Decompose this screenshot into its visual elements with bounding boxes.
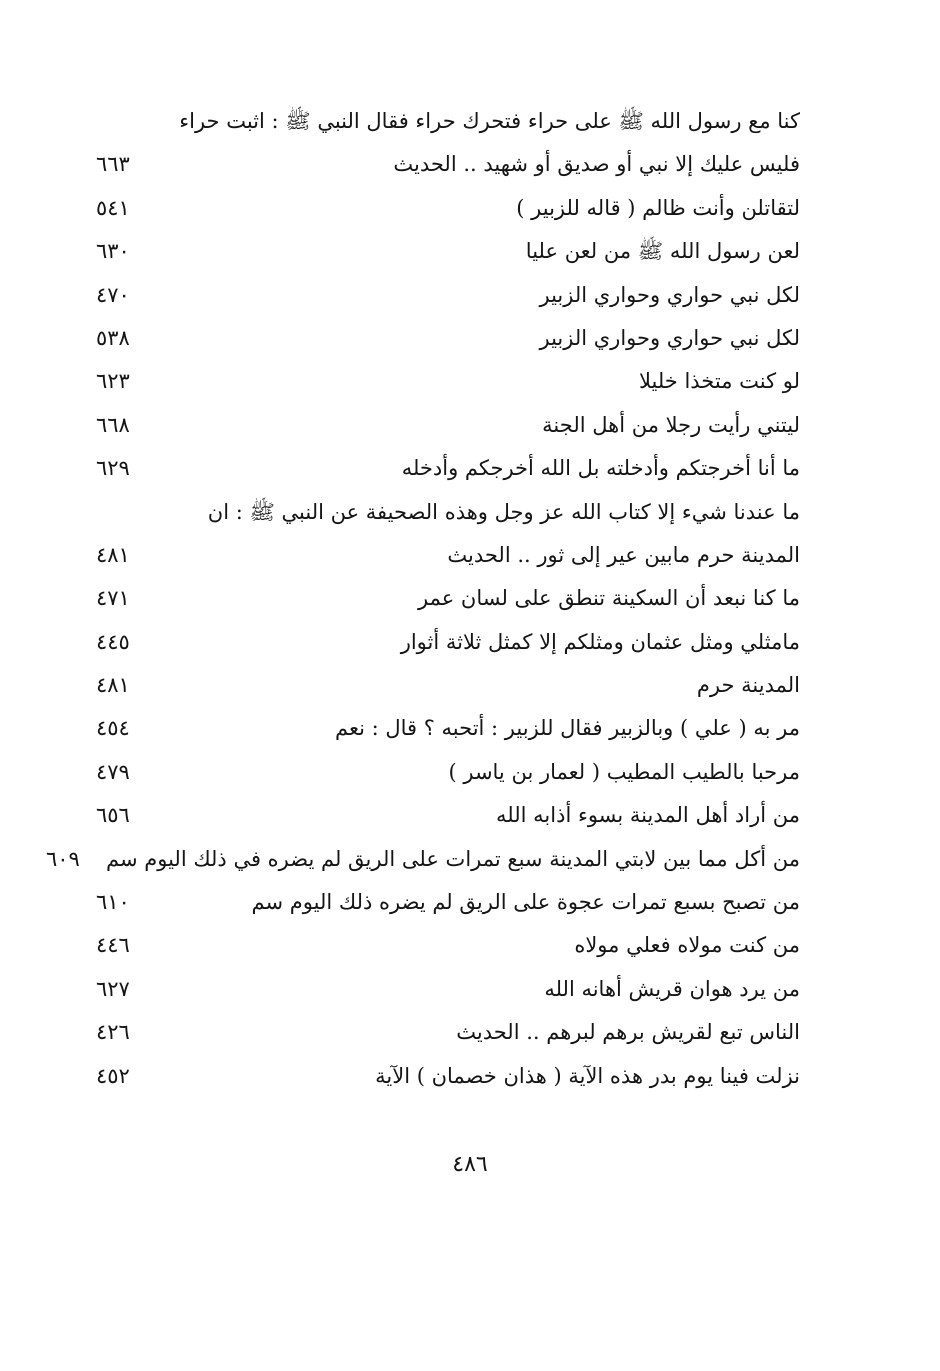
index-entry [96, 187, 800, 230]
entry-text: لتقاتلن وأنت ظالم ( قاله للزبير ) [516, 195, 800, 220]
index-entry [96, 360, 800, 403]
index-entry [96, 274, 800, 317]
index-entry [96, 100, 800, 143]
entry-text: كنا مع رسول الله ﷺ على حراء فتحرك حراء فقال النبي ﷺ : اثبت حراء [179, 109, 800, 133]
entry-page-number: ٤٥٢ [96, 1063, 130, 1088]
entry-text: مرحبا بالطيب المطيب ( لعمار بن ياسر ) [448, 759, 800, 784]
index-entry [96, 968, 800, 1011]
index-entry [96, 751, 800, 794]
index-entry [96, 534, 800, 577]
index-entry [96, 1011, 800, 1054]
entry-page-number: ٦٦٨ [96, 412, 130, 437]
index-entry [96, 664, 800, 707]
entry-page-number: ٦٢٩ [96, 456, 130, 481]
entry-page-number: ٤٨١ [96, 542, 130, 567]
entry-page-number: ٥٣٨ [96, 325, 130, 350]
entry-page-number: ٤٨١ [96, 673, 130, 698]
index-entry [96, 924, 800, 967]
entry-page-number: ٦٠٩ [45, 846, 80, 871]
entry-page-number: ٤٤٦ [96, 933, 130, 958]
entry-page-number: ٤٤٥ [96, 629, 130, 654]
entry-page-number: ٦٢٧ [96, 976, 130, 1001]
entry-page-number: ٤٥٤ [96, 716, 130, 741]
hadith-index-list [45, 100, 800, 1098]
entry-page-number: ٤٧٩ [96, 759, 130, 784]
index-entry [96, 447, 800, 490]
index-entry [96, 1055, 800, 1098]
footer-page-number: ٤٨٦ [452, 1152, 488, 1177]
entry-text: فليس عليك إلا نبي أو صديق أو شهيد .. الحديث [393, 152, 800, 177]
entry-page-number: ٤٢٦ [96, 1020, 130, 1045]
entry-page-number: ٤٧١ [96, 586, 130, 611]
entry-text: من أراد أهل المدينة بسوء أذابه الله [496, 803, 800, 828]
entry-text: لكل نبي حواري وحواري الزبير [539, 282, 800, 307]
index-entry [96, 794, 800, 837]
entry-text: نزلت فينا يوم بدر هذه الآية ( هذان خصمان ) الآية [375, 1063, 800, 1088]
index-entry [96, 230, 800, 273]
entry-page-number: ٦٥٦ [96, 803, 130, 828]
index-entry [96, 404, 800, 447]
index-entry [96, 707, 800, 750]
entry-text: ما كنا نبعد أن السكينة تنطق على لسان عمر [418, 586, 800, 611]
entry-text: لكل نبي حواري وحواري الزبير [539, 325, 800, 350]
entry-page-number: ٦٦٣ [96, 152, 130, 177]
entry-text: مر به ( علي ) وبالزبير فقال للزبير : أتحبه ؟ قال : نعم [334, 716, 800, 741]
entry-text: ما أنا أخرجتكم وأدخلته بل الله أخرجكم وأدخله [401, 456, 800, 481]
index-entry [96, 577, 800, 620]
entry-text: الناس تبع لقريش برهم لبرهم .. الحديث [456, 1020, 800, 1045]
index-entry [96, 317, 800, 360]
entry-page-number: ٦١٠ [96, 890, 130, 915]
entry-page-number: ٦٢٣ [96, 369, 130, 394]
entry-text: مامثلي ومثل عثمان ومثلكم إلا كمثل ثلاثة أثوار [400, 629, 800, 654]
entry-text: المدينة حرم [696, 673, 800, 698]
index-entry [96, 491, 800, 534]
entry-text: من يرد هوان قريش أهانه الله [544, 976, 800, 1001]
entry-text: لعن رسول الله ﷺ من لعن عليا [525, 239, 800, 264]
entry-text: ليتني رأيت رجلا من أهل الجنة [542, 412, 800, 437]
entry-text: من تصبح بسبع تمرات عجوة على الريق لم يضره ذلك اليوم سم [251, 890, 800, 915]
entry-text: ما عندنا شيء إلا كتاب الله عز وجل وهذه الصحيفة عن النبي ﷺ : ان [207, 499, 800, 524]
entry-page-number: ٤٧٠ [96, 282, 130, 307]
index-entry [96, 881, 800, 924]
index-entry [45, 838, 800, 881]
index-entry [96, 621, 800, 664]
entry-text: من أكل مما بين لابتي المدينة سبع تمرات على الريق لم يضره في ذلك اليوم سم [105, 846, 800, 871]
entry-text: لو كنت متخذا خليلا [638, 369, 800, 394]
index-entry [96, 143, 800, 186]
entry-page-number: ٥٤١ [96, 195, 130, 220]
entry-text: من كنت مولاه فعلي مولاه [574, 933, 800, 958]
entry-page-number: ٦٣٠ [96, 239, 130, 264]
entry-text: المدينة حرم مابين عير إلى ثور .. الحديث [447, 542, 800, 567]
